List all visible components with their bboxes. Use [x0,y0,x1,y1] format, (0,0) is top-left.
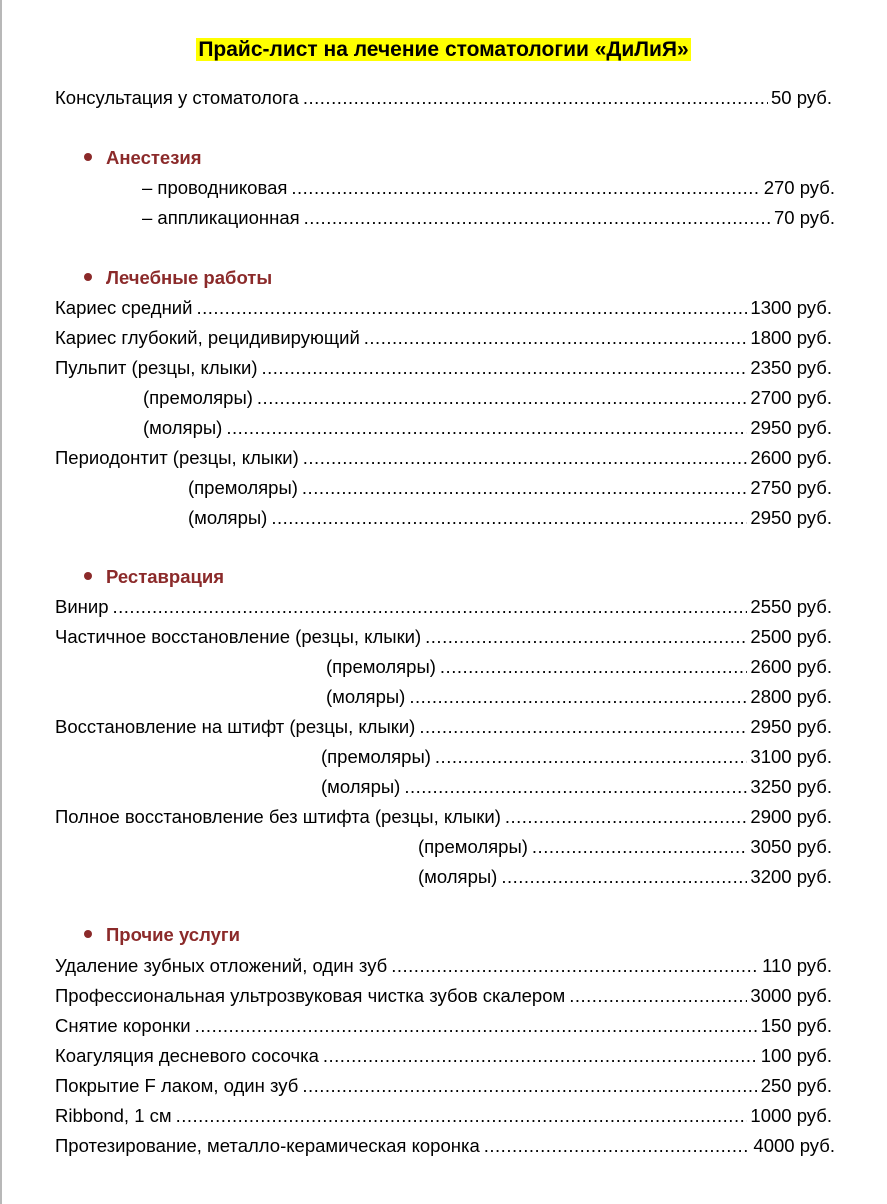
leader-dots [409,683,747,711]
service-price: 1800 руб. [750,327,832,348]
price-row [55,1102,832,1130]
leader-dots [257,384,748,412]
service-name: – проводниковая [142,177,288,198]
service-name: Коагуляция десневого сосочка [55,1045,319,1066]
service-price: 110 руб. [762,955,832,976]
service-name: Частичное восстановление (резцы, клыки) [55,626,422,647]
service-name: Ribbond, 1 см [55,1105,172,1126]
service-price: 50 руб. [771,87,832,108]
service-name: Кариес глубокий, рецидивирующий [55,327,360,348]
price-row [326,683,832,711]
price-row [326,653,832,681]
price-row [321,773,832,801]
service-price: 2600 руб. [750,656,832,677]
price-row [55,354,832,382]
service-name: (премоляры) [143,387,253,408]
service-price: 2800 руб. [750,686,832,707]
price-row [55,1072,832,1100]
page-edge [0,0,2,1204]
price-row [321,743,832,771]
service-name: (премоляры) [418,836,528,857]
page-title [0,36,887,64]
service-name: Покрытие F лаком, один зуб [55,1075,299,1096]
leader-dots [291,174,760,202]
leader-dots [484,1132,751,1160]
leader-dots [391,952,759,980]
section-heading-anesthesia [84,144,202,172]
leader-dots [532,833,748,861]
leader-dots [303,444,748,472]
price-row [142,174,835,202]
price-row [55,324,832,352]
leader-dots [569,982,747,1010]
service-name: Периодонтит (резцы, клыки) [55,447,299,468]
service-price: 1300 руб. [750,297,832,318]
price-row [55,1012,832,1040]
service-price: 2950 руб. [750,716,832,737]
price-row [55,803,832,831]
service-price: 150 руб. [760,1015,832,1036]
section-heading-text: Прочие услуги [106,924,240,945]
price-row [55,982,832,1010]
price-row [418,833,832,861]
service-price: 70 руб. [774,207,835,228]
leader-dots [302,474,748,502]
price-row [143,384,832,412]
leader-dots [113,593,748,621]
leader-dots [505,803,748,831]
price-row [55,623,832,651]
service-name: (моляры) [326,686,406,707]
leader-dots [302,1072,757,1100]
service-price: 250 руб. [760,1075,832,1096]
service-price: 2550 руб. [750,596,832,617]
service-price: 2350 руб. [750,357,832,378]
price-row [55,1042,832,1070]
service-price: 2950 руб. [750,417,832,438]
service-price: 2900 руб. [750,806,832,827]
leader-dots [435,743,748,771]
service-name: (моляры) [188,507,268,528]
section-heading-other [84,921,240,949]
service-price: 3050 руб. [750,836,832,857]
service-price: 2950 руб. [750,507,832,528]
leader-dots [425,623,747,651]
leader-dots [303,84,768,112]
service-price: 3200 руб. [750,866,832,887]
price-row [55,294,832,322]
service-price: 2500 руб. [750,626,832,647]
section-heading-text: Анестезия [106,147,202,168]
service-name: Профессиональная ультрозвуковая чистка зубов скалером [55,985,566,1006]
leader-dots [364,324,748,352]
leader-dots [419,713,747,741]
price-row [55,1132,835,1160]
service-name: Консультация у стоматолога [55,87,299,108]
leader-dots [195,1012,758,1040]
service-name: (премоляры) [188,477,298,498]
service-price: 100 руб. [760,1045,832,1066]
section-heading-text: Реставрация [106,566,225,587]
leader-dots [226,414,747,442]
price-row [142,204,835,232]
section-heading-restoration [84,563,224,591]
service-name: – аппликационная [142,207,300,228]
leader-dots [440,653,748,681]
leader-dots [271,504,747,532]
section-heading-text: Лечебные работы [106,267,273,288]
service-name: (премоляры) [321,746,431,767]
bullet-icon [84,572,92,580]
service-price: 2600 руб. [750,447,832,468]
service-name: Протезирование, металло-керамическая коронка [55,1135,480,1156]
price-row [55,444,832,472]
leader-dots [404,773,747,801]
service-price: 3100 руб. [750,746,832,767]
service-price: 1000 руб. [750,1105,832,1126]
price-row [143,414,832,442]
leader-dots [501,863,747,891]
price-row [188,504,832,532]
service-name: (моляры) [321,776,401,797]
bullet-icon [84,930,92,938]
service-price: 270 руб. [763,177,835,198]
price-row [55,593,832,621]
leader-dots [262,354,748,382]
service-name: Винир [55,596,109,617]
service-price: 2750 руб. [750,477,832,498]
price-row [55,952,832,980]
service-name: Удаление зубных отложений, один зуб [55,955,388,976]
price-row [418,863,832,891]
service-price: 3000 руб. [750,985,832,1006]
bullet-icon [84,273,92,281]
service-name: (моляры) [143,417,223,438]
service-name: Восстановление на штифт (резцы, клыки) [55,716,416,737]
service-name: Пульпит (резцы, клыки) [55,357,258,378]
bullet-icon [84,153,92,161]
leader-dots [304,204,771,232]
service-price: 3250 руб. [750,776,832,797]
leader-dots [176,1102,748,1130]
price-row [55,713,832,741]
section-heading-treatment [84,264,272,292]
service-price: 2700 руб. [750,387,832,408]
leader-dots [323,1042,758,1070]
leader-dots [196,294,747,322]
service-name: Кариес средний [55,297,193,318]
service-price: 4000 руб. [753,1135,835,1156]
price-row-consultation [55,84,832,112]
service-name: Полное восстановление без штифта (резцы, клыки) [55,806,501,827]
service-name: Снятие коронки [55,1015,191,1036]
service-name: (моляры) [418,866,498,887]
price-row [188,474,832,502]
page-title-text: Прайс-лист на лечение стоматологии «ДиЛиЯ» [198,38,689,61]
service-name: (премоляры) [326,656,436,677]
